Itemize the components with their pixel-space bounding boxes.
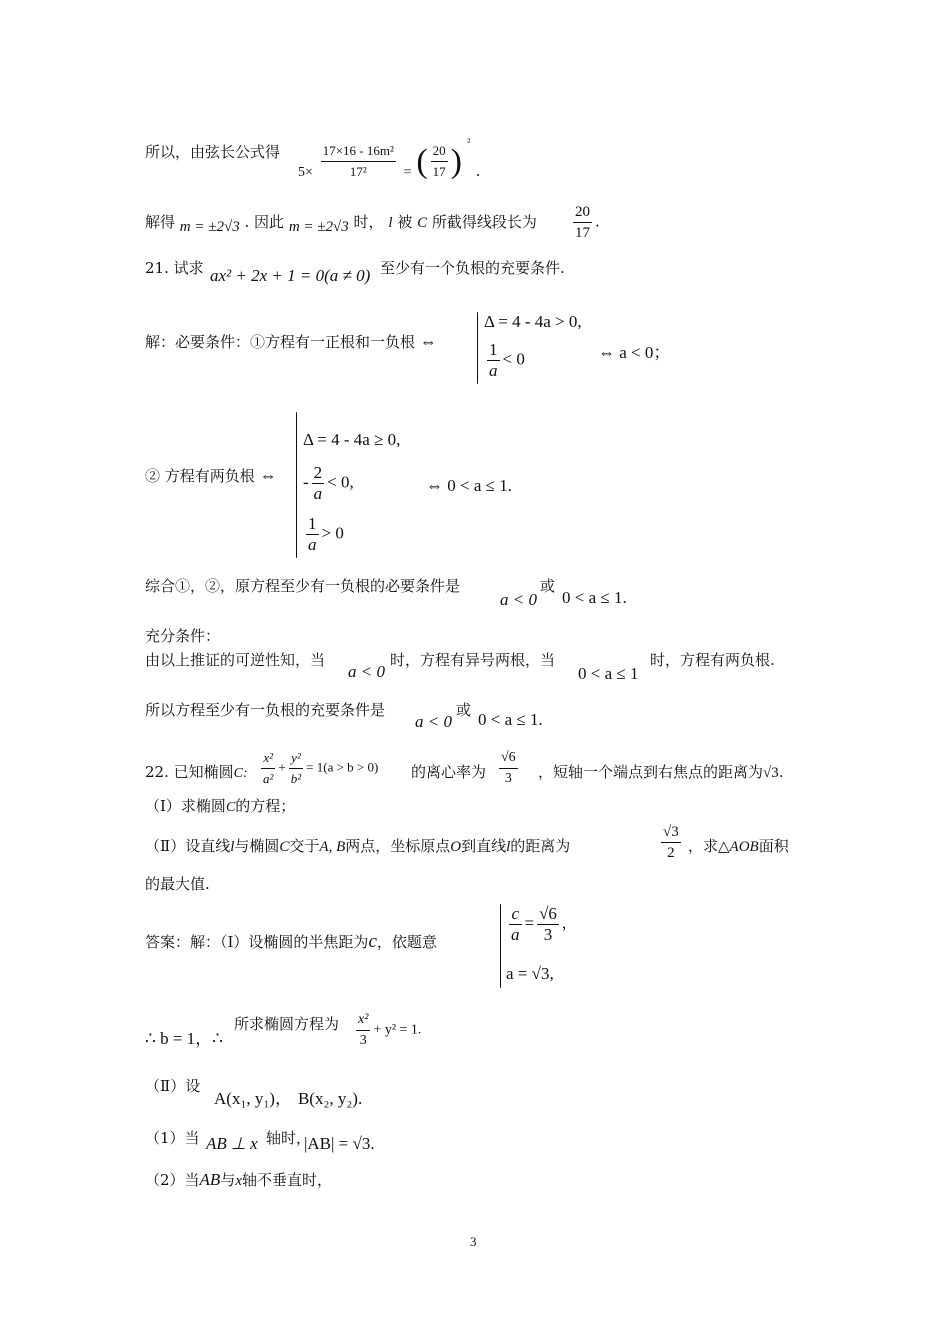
result-2 xyxy=(426,476,512,496)
math: A(x₁, y₁) xyxy=(214,1089,275,1108)
text: 21. 试求 xyxy=(145,259,204,277)
text: 由以上推证的可逆性知，当 xyxy=(145,651,326,669)
fraction xyxy=(261,748,275,789)
question-21 xyxy=(145,258,204,278)
text: 交于 xyxy=(289,837,320,855)
text: 被 xyxy=(397,213,413,231)
question-21-tail xyxy=(380,258,565,278)
math: Δ = 4 - 4a ≥ 0, xyxy=(303,430,401,449)
text: 至少有一个负根的充要条件. xyxy=(380,259,565,277)
or xyxy=(540,576,555,596)
necessary-condition-2 xyxy=(145,466,277,486)
numerator: x² xyxy=(261,748,275,769)
text: 时，方程有异号两根，当 xyxy=(390,651,556,669)
math xyxy=(500,590,537,610)
math: x xyxy=(235,1173,243,1189)
math: ⇔ 0 < a ≤ 1 xyxy=(426,476,508,495)
combined-line xyxy=(145,576,460,596)
period: . xyxy=(595,212,600,231)
math: 0 < a ≤ 1 xyxy=(478,710,539,729)
text: ； xyxy=(653,343,671,362)
period: . xyxy=(370,1134,375,1153)
text: （1）当 xyxy=(145,1129,200,1147)
brace xyxy=(500,904,501,988)
math: ⇔ xyxy=(259,466,277,485)
text: 的离心率为 xyxy=(411,763,487,781)
result-1 xyxy=(598,338,670,363)
math: ⇔ a < 0 xyxy=(598,343,654,362)
text: ，求△ xyxy=(688,837,730,855)
math: 0 < a ≤ 1 xyxy=(578,664,639,683)
fraction-20-17-b xyxy=(570,202,600,243)
math: C xyxy=(279,839,290,855)
text: . 因此 xyxy=(244,213,285,231)
exponent: ² xyxy=(466,137,471,149)
numerator: 1 xyxy=(308,514,317,533)
fraction xyxy=(487,340,500,381)
equals: = xyxy=(403,164,412,180)
fraction xyxy=(289,748,303,789)
chord-length-line xyxy=(145,142,280,162)
answer-b xyxy=(145,1024,223,1049)
text: 时，方程有两负根. xyxy=(650,651,775,669)
text: 的方程； xyxy=(235,797,296,815)
math: 0 < a ≤ 1 xyxy=(562,588,623,607)
text xyxy=(650,650,775,670)
system-row-2 xyxy=(484,340,525,381)
fraction xyxy=(312,463,325,504)
text: 两点，坐标原点 xyxy=(345,837,451,855)
math: > 0 xyxy=(321,523,344,543)
math: c xyxy=(368,931,377,952)
math: ∴ b = 1 xyxy=(145,1029,196,1048)
denominator: a xyxy=(511,925,520,944)
ellipse-result xyxy=(353,1010,421,1051)
text xyxy=(688,836,789,857)
math xyxy=(214,1084,362,1109)
text: 时， xyxy=(353,213,384,231)
text: （Ⅰ）求椭圆 xyxy=(145,797,226,815)
eccentricity xyxy=(496,748,521,789)
necessary-condition-1 xyxy=(145,332,437,352)
system-row-1 xyxy=(484,312,582,332)
text xyxy=(538,762,784,783)
math: + y² = 1 xyxy=(373,1022,418,1038)
math: AB ⊥ x xyxy=(206,1134,258,1153)
fraction xyxy=(306,514,319,555)
numerator: 20 xyxy=(431,141,448,162)
math: A, B xyxy=(319,839,346,855)
math: C xyxy=(225,800,236,815)
numerator: 1 xyxy=(489,340,498,359)
brace xyxy=(296,412,297,558)
text: 22. 已知椭圆 xyxy=(145,763,234,781)
text: 答案：解：（Ⅰ）设椭圆的半焦距为 xyxy=(145,933,369,951)
math xyxy=(478,710,543,730)
period: . xyxy=(357,1089,363,1108)
math: AOB xyxy=(729,839,759,855)
denominator: 3 xyxy=(543,925,553,944)
math: a = √3, xyxy=(506,964,554,983)
math: m = ±2√3 xyxy=(288,219,349,235)
system-row-2 xyxy=(506,964,554,984)
answer-part-2 xyxy=(145,1076,200,1096)
text: ，短轴一个端点到右焦点的距离为 xyxy=(538,763,764,781)
question-22 xyxy=(145,762,248,784)
text: ，∴ xyxy=(195,1029,223,1048)
math: a < 0 xyxy=(500,590,537,609)
text: 所以，由弦长公式得 xyxy=(145,143,281,161)
period: . xyxy=(778,763,784,781)
system-row-1 xyxy=(506,904,566,945)
math: < 0 xyxy=(502,349,525,369)
math: m = ±2√3 xyxy=(179,219,240,235)
numerator: √6 xyxy=(539,904,557,923)
system-row-1 xyxy=(303,430,400,450)
text: 解得 xyxy=(145,213,176,231)
denominator: a xyxy=(489,361,498,380)
numerator: 2 xyxy=(313,463,323,482)
brace xyxy=(477,312,478,384)
text: （2）当 xyxy=(145,1171,200,1189)
question-22-part-2-cont xyxy=(145,874,210,894)
answer-line xyxy=(145,932,437,952)
period: . xyxy=(475,161,481,180)
denominator: 17 xyxy=(575,225,590,241)
text: ， xyxy=(274,1089,292,1108)
math xyxy=(415,712,452,732)
math xyxy=(348,662,385,682)
math: a < 0 xyxy=(348,662,385,681)
math xyxy=(578,664,638,684)
denominator: a² xyxy=(263,771,274,786)
sufficient-heading xyxy=(145,626,220,646)
period: . xyxy=(507,476,512,495)
denominator: a xyxy=(308,535,317,554)
period: . xyxy=(417,1022,422,1038)
math xyxy=(304,1134,375,1154)
solution-line xyxy=(145,212,537,233)
numerator: √6 xyxy=(499,748,518,769)
fraction xyxy=(356,1010,370,1051)
text: 轴时， xyxy=(266,1129,312,1147)
math: AB xyxy=(199,1170,221,1189)
fraction xyxy=(321,141,396,182)
text: 的最大值. xyxy=(145,875,210,893)
sufficient-line xyxy=(145,650,325,670)
math xyxy=(206,1134,258,1154)
question-22-part-1 xyxy=(145,796,295,818)
text: （Ⅱ）设直线 xyxy=(145,837,231,855)
period: . xyxy=(622,588,627,607)
text: 到直线 xyxy=(461,837,507,855)
text: 的距离为 xyxy=(510,837,571,855)
math: a < 0 xyxy=(415,712,452,731)
math: = 1(a > b > 0) xyxy=(306,759,379,775)
math: < 0, xyxy=(327,472,354,492)
question-22-part-2 xyxy=(145,836,570,857)
math: l xyxy=(388,215,393,231)
math: Δ = 4 - 4a > 0, xyxy=(484,312,582,331)
system-row-3 xyxy=(303,514,344,555)
denominator: a xyxy=(313,484,323,503)
text xyxy=(390,650,555,670)
chord-length-formula: 5× $\frac{\text{17×16 - 16m²}}{\text{17²}}$ = ( $\frac{20}{17}$ ) $^{^2}$ . xyxy=(298,141,480,185)
fraction xyxy=(573,202,592,243)
numerator: y² xyxy=(289,748,303,769)
text: ② 方程有两负根 xyxy=(145,467,255,485)
text: 所以方程至少有一负根的充要条件是 xyxy=(145,701,386,719)
text: 与 xyxy=(220,1171,236,1189)
text: 所求椭圆方程为 xyxy=(234,1015,340,1033)
math: |AB| = √3 xyxy=(304,1134,371,1153)
distance-fraction xyxy=(658,822,684,863)
math: + xyxy=(278,759,286,775)
fraction-20-17 xyxy=(431,141,448,182)
text: 或 xyxy=(456,701,472,719)
numerator: 17×16 - 16m² xyxy=(321,141,396,162)
text: 轴不垂直时， xyxy=(242,1171,333,1189)
math: = xyxy=(524,913,535,933)
text xyxy=(234,1014,339,1034)
fraction xyxy=(509,904,522,945)
text: 充分条件： xyxy=(145,627,221,645)
numerator: 20 xyxy=(573,202,592,223)
ellipse-equation xyxy=(258,748,378,789)
denominator: b² xyxy=(290,771,302,786)
fraction xyxy=(661,822,681,863)
denominator: 3 xyxy=(359,1033,367,1048)
math xyxy=(562,588,627,608)
text: ，依题意 xyxy=(376,933,437,951)
math: , xyxy=(561,913,567,933)
or xyxy=(456,700,471,720)
math: ax² + 2x + 1 = 0(a ≠ 0) xyxy=(210,266,371,285)
fraction xyxy=(537,904,559,945)
fraction xyxy=(499,748,518,789)
math: C: xyxy=(233,766,248,781)
denominator: 17 xyxy=(432,164,446,179)
question-21-math xyxy=(210,266,370,286)
denominator: 2 xyxy=(667,845,675,861)
text: 解：必要条件：①方程有一正根和一负根 xyxy=(145,333,416,351)
denominator: 17² xyxy=(349,164,367,179)
case-1 xyxy=(145,1128,200,1148)
numerator: x² xyxy=(356,1010,370,1031)
system-row-2 xyxy=(303,463,354,504)
text: （Ⅱ）设 xyxy=(145,1077,201,1095)
math: 5× xyxy=(298,164,313,180)
math: - xyxy=(303,472,309,492)
case-2 xyxy=(145,1170,332,1191)
math: ⇔ xyxy=(419,332,437,351)
denominator: 3 xyxy=(504,771,512,786)
math: C xyxy=(417,215,428,231)
page-number: 3 xyxy=(470,1234,477,1249)
period: . xyxy=(538,710,543,729)
math: l xyxy=(506,839,511,855)
math: B(x₂, y₂) xyxy=(297,1089,358,1108)
text: 综合①，②，原方程至少有一负根的必要条件是 xyxy=(145,577,461,595)
numerator: c xyxy=(509,904,522,925)
numerator: √3 xyxy=(661,822,681,843)
conclusion-line xyxy=(145,700,385,720)
text: 所截得线段长为 xyxy=(431,213,537,231)
text: 面积 xyxy=(758,837,789,855)
text: 与椭圆 xyxy=(234,837,280,855)
text: 或 xyxy=(540,577,556,595)
math: √3 xyxy=(763,765,779,781)
text xyxy=(411,762,486,782)
math: l xyxy=(230,839,235,855)
math: O xyxy=(450,839,462,855)
